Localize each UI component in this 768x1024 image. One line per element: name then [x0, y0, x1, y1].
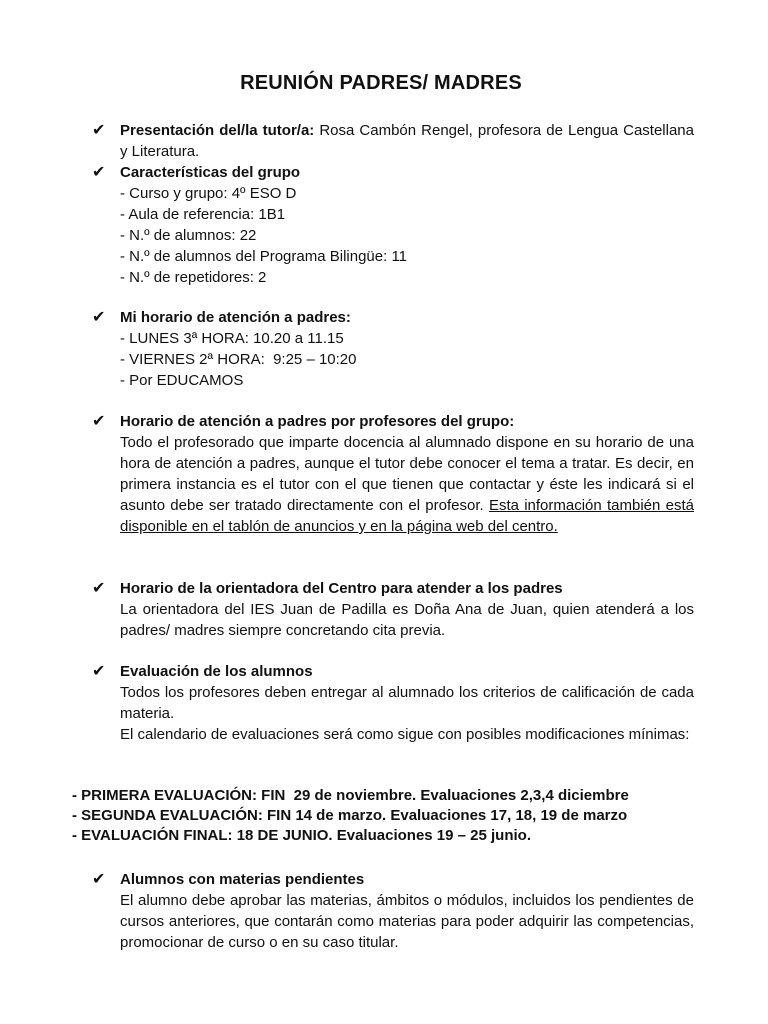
profesores-underlined-note: Esta información también está disponible en el tablón de anuncios y en la página web del centro.: [120, 497, 694, 535]
checkmark-icon: ✔: [92, 663, 106, 680]
checkmark-icon: ✔: [92, 413, 106, 430]
evaluacion-heading: Evaluación de los alumnos: [120, 663, 313, 680]
page-title: REUNIÓN PADRES/ MADRES: [240, 72, 522, 94]
list-item: - VIERNES 2ª HORA: 9:25 – 10:20: [120, 351, 357, 368]
section-profesores: [92, 411, 694, 537]
horario-heading: Mi horario de atención a padres:: [120, 309, 351, 326]
list-item: - N.º de alumnos del Programa Bilingüe: 11: [120, 248, 408, 265]
checkmark-icon: ✔: [92, 871, 106, 888]
section-orientadora: [92, 578, 694, 641]
checkmark-icon: ✔: [92, 580, 106, 597]
evaluacion-item: - PRIMERA EVALUACIÓN: FIN 29 de noviembre. Evaluaciones 2,3,4 diciembre: [72, 787, 629, 804]
caracteristicas-heading: Características del grupo: [120, 164, 301, 181]
pendientes-heading: Alumnos con materias pendientes: [120, 871, 365, 888]
orientadora-heading: Horario de la orientadora del Centro para atender a los padres: [120, 580, 563, 597]
orientadora-text: La orientadora del IES Juan de Padilla es Doña Ana de Juan, quien atenderá a los padres/ madres siempre concretando cita previa.: [120, 601, 694, 639]
section-pendientes: [92, 869, 694, 953]
presentacion-text: Rosa Cambón Rengel, profesora de Lengua Castellana y Literatura.: [120, 122, 694, 160]
checkmark-icon: ✔: [92, 309, 106, 326]
evaluacion-item: - EVALUACIÓN FINAL: 18 DE JUNIO. Evaluaciones 19 – 25 junio.: [72, 827, 531, 844]
pendientes-text: El alumno debe aprobar las materias, ámbitos o módulos, incluidos los pendientes de cursos anteriores, que contarán como materias para poder adquirir las competencias, promocionar de curso o en su caso titular.: [120, 892, 694, 951]
evaluacion-text-1: Todos los profesores deben entregar al alumnado los criterios de calificación de cada materia.: [120, 684, 694, 722]
presentacion-heading: Presentación del/la tutor/a:: [120, 122, 315, 139]
list-item: - N.º de repetidores: 2: [120, 269, 267, 286]
evaluacion-text-2: El calendario de evaluaciones será como sigue con posibles modificaciones mínimas:: [120, 726, 690, 743]
section-horario: [92, 307, 694, 391]
section-presentacion: [92, 120, 694, 162]
profesores-text: Todo el profesorado que imparte docencia al alumnado dispone en su horario de una hora de atención a padres, aunque el tutor debe conocer el tema a tratar. Es decir, en primera instancia es el tutor con el que tienen que contactar y éste les indicará si el asunto debe ser tratado directamente con el profesor.: [120, 434, 694, 514]
list-item: - LUNES 3ª HORA: 10.20 a 11.15: [120, 330, 344, 347]
evaluaciones-list: [72, 786, 712, 846]
checkmark-icon: ✔: [92, 164, 106, 181]
checkmark-icon: ✔: [92, 122, 106, 139]
profesores-heading: Horario de atención a padres por profesores del grupo:: [120, 413, 515, 430]
section-evaluacion: [92, 661, 694, 745]
list-item: - Curso y grupo: 4º ESO D: [120, 185, 297, 202]
evaluacion-item: - SEGUNDA EVALUACIÓN: FIN 14 de marzo. Evaluaciones 17, 18, 19 de marzo: [72, 807, 628, 824]
list-item: - Por EDUCAMOS: [120, 372, 244, 389]
section-caracteristicas: [92, 162, 694, 288]
list-item: - N.º de alumnos: 22: [120, 227, 257, 244]
list-item: - Aula de referencia: 1B1: [120, 206, 286, 223]
